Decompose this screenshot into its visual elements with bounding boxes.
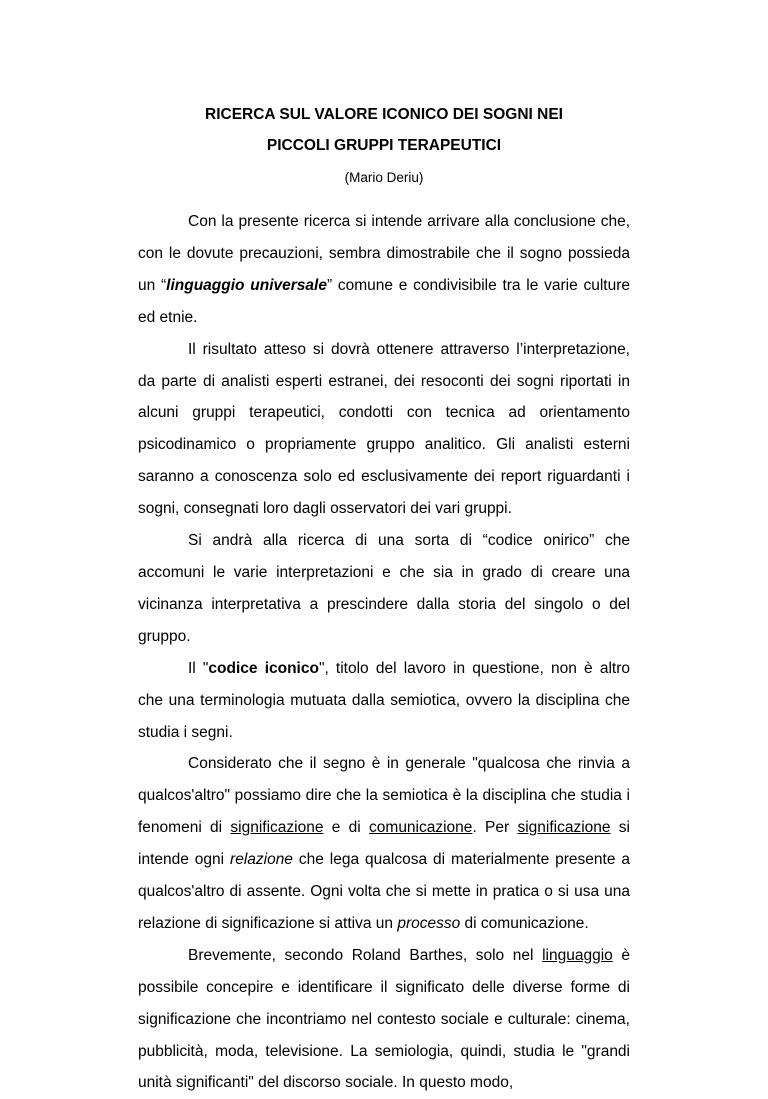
paragraph-4 — [138, 653, 630, 749]
paragraph-1 — [138, 206, 630, 334]
p5-italic-2: processo — [397, 914, 461, 932]
p5-underline-3: significazione — [517, 819, 611, 837]
paragraph-6 — [138, 940, 630, 1099]
p5-text-e: . Per — [472, 819, 518, 837]
p5-text-k: di comunicazione. — [460, 914, 589, 932]
p5-text-i: che lega qualcosa di materialmente presente a qualcos'altro di assente. Ogni volta che si mette in pratica o si usa una relazione di significazione si attiva un — [138, 851, 630, 932]
p5-text-g: si intende ogni — [138, 819, 630, 869]
body-text — [138, 206, 630, 1099]
paragraph-5 — [138, 748, 630, 939]
p5-underline-1: significazione — [230, 819, 324, 837]
title-line-2: PICCOLI GRUPPI TERAPEUTICI — [266, 137, 502, 154]
p4-text-a: Il " — [188, 659, 209, 677]
p1-emphasis: linguaggio universale — [166, 276, 327, 294]
p4-bold: codice iconico — [208, 659, 319, 677]
p5-italic-1: relazione — [230, 851, 293, 869]
title-line-1: RICERCA SUL VALORE ICONICO DEI SOGNI NEI — [205, 106, 563, 123]
p6-text-c: è possibile concepire e identificare il significato delle diverse forme di significazione che incontriamo nel contesto sociale e culturale: cinema, pubblicità, moda, televisione. La semiologia, quindi, studia le "grandi unità significanti" del discorso sociale. In questo modo, — [138, 946, 630, 1092]
author: (Mario Deriu) — [344, 170, 424, 185]
p5-text-c: e di — [323, 819, 370, 837]
p6-text-a: Brevemente, secondo Roland Barthes, solo nel — [188, 946, 543, 964]
p4-text-c: ", titolo del lavoro in questione, non è altro che una terminologia mutuata dalla semiotica, ovvero la disciplina che studia i segni. — [138, 659, 630, 741]
paragraph-2: Il risultato atteso si dovrà ottenere attraverso l’interpretazione, da parte di analisti esperti estranei, dei resoconti dei sogni riportati in alcuni gruppi terapeutici, condotti con tecnica ad orientamento psicodinamico o propriamente gruppo analitico. Gli analisti esterni saranno a conoscenza solo ed esclusivamente dei report riguardanti i sogni, consegnati loro dagli osservatori dei vari gruppi. — [138, 340, 630, 518]
paragraph-3: Si andrà alla ricerca di una sorta di “codice onirico” che accomuni le varie interpretazioni e che sia in grado di creare una vicinanza interpretativa a prescindere dalla storia del singolo o del gruppo. — [138, 532, 630, 645]
p6-underline: linguaggio — [542, 946, 613, 964]
p5-underline-2: comunicazione — [369, 819, 473, 837]
p1-text-a: Con la presente ricerca si intende arrivare alla conclusione che, con le dovute precauzioni, sembra dimostrabile che il sogno possieda un “ — [138, 213, 630, 294]
p1-text-c: ” comune e condivisibile tra le varie culture ed etnie. — [138, 276, 630, 326]
p5-text-a: Considerato che il segno è in generale "qualcosa che rinvia a qualcos'altro" possiamo dire che la semiotica è la disciplina che studia i fenomeni di — [138, 755, 630, 837]
